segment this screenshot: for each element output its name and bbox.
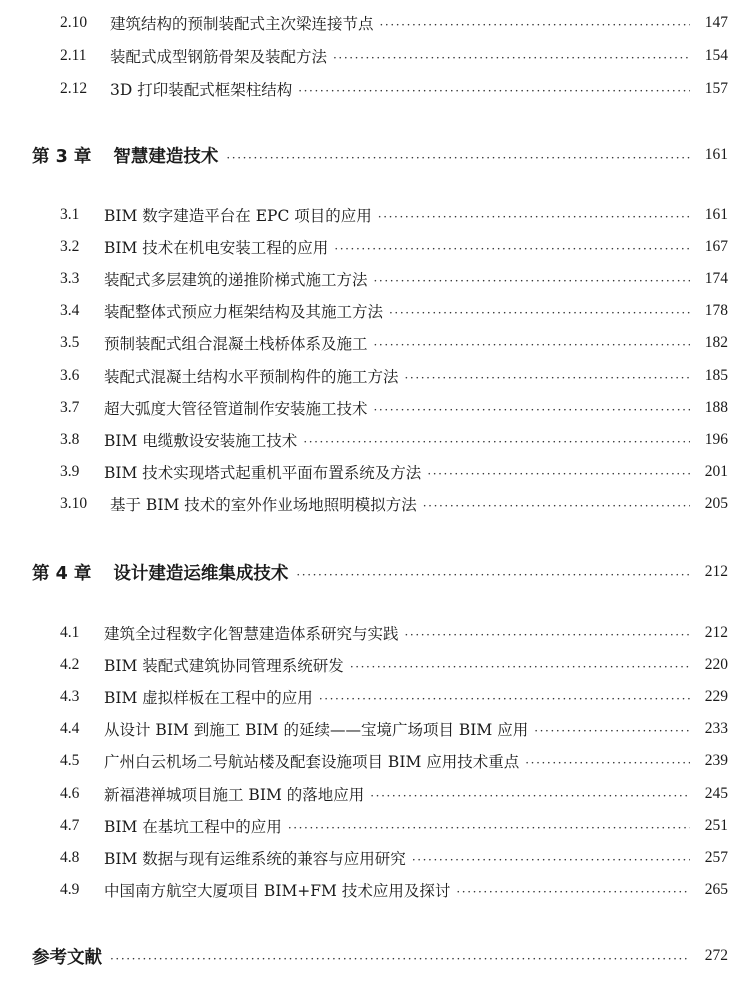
dot-leader [534, 724, 690, 738]
dot-leader [226, 151, 690, 165]
entry-number: 4.1 [60, 624, 80, 641]
chapter-title: 智慧建造技术 [113, 146, 219, 167]
dot-leader [298, 84, 690, 98]
toc-entry[interactable] [0, 426, 750, 454]
entry-page: 265 [704, 881, 728, 898]
entry-title: 新福港禅城项目施工 BIM 的落地应用 [104, 786, 365, 804]
dot-leader [389, 306, 690, 320]
entry-title: BIM 虚拟样板在工程中的应用 [104, 689, 313, 707]
entry-title: 基于 BIM 技术的室外作业场地照明模拟方法 [110, 496, 417, 514]
entry-number: 3.10 [60, 495, 88, 512]
dot-leader [296, 568, 690, 582]
toc-entry[interactable] [0, 265, 750, 293]
entry-page: 205 [704, 495, 728, 512]
toc-entry[interactable] [0, 201, 750, 229]
dot-leader [370, 789, 690, 803]
references-page: 272 [704, 947, 728, 964]
entry-number: 3.4 [60, 302, 80, 319]
entry-number: 4.3 [60, 688, 80, 705]
dot-leader [405, 628, 690, 642]
chapter-label: 第 3 章 [32, 146, 92, 167]
toc-entry[interactable] [0, 394, 750, 422]
toc-entry[interactable] [0, 9, 750, 37]
entry-page: 220 [704, 656, 728, 673]
dot-leader [319, 692, 690, 706]
dot-leader [525, 756, 690, 770]
entry-page: 239 [704, 752, 728, 769]
entry-page: 251 [704, 817, 728, 834]
entry-title: BIM 技术实现塔式起重机平面布置系统及方法 [104, 464, 422, 482]
dot-leader [423, 499, 690, 513]
chapter-page: 212 [704, 563, 728, 580]
dot-leader [427, 467, 690, 481]
toc-entry[interactable] [0, 362, 750, 390]
entry-title: 从设计 BIM 到施工 BIM 的延续——宝境广场项目 BIM 应用 [104, 721, 529, 739]
dot-leader [405, 371, 690, 385]
entry-page: 178 [704, 302, 728, 319]
entry-number: 4.5 [60, 752, 80, 769]
toc-entry[interactable] [0, 747, 750, 775]
entry-page: 185 [704, 367, 728, 384]
entry-page: 182 [704, 334, 728, 351]
entry-page: 229 [704, 688, 728, 705]
entry-number: 3.9 [60, 463, 80, 480]
entry-title: 中国南方航空大厦项目 BIM+FM 技术应用及探讨 [104, 882, 451, 900]
entry-number: 2.10 [60, 14, 88, 31]
references-title: 参考文献 [32, 947, 102, 968]
entry-title: 装配式混凝土结构水平预制构件的施工方法 [104, 368, 399, 386]
entry-page: 174 [704, 270, 728, 287]
entry-page: 188 [704, 399, 728, 416]
toc-entry[interactable] [0, 75, 750, 103]
entry-page: 257 [704, 849, 728, 866]
dot-leader [378, 210, 690, 224]
toc-entry[interactable] [0, 458, 750, 486]
entry-title: 超大弧度大管径管道制作安装施工技术 [104, 400, 368, 418]
entry-page: 154 [704, 47, 728, 64]
dot-leader [303, 435, 690, 449]
toc-entry[interactable] [0, 490, 750, 518]
entry-title: BIM 数据与现有运维系统的兼容与应用研究 [104, 850, 406, 868]
entry-page: 157 [704, 80, 728, 97]
dot-leader [350, 660, 690, 674]
entry-page: 245 [704, 785, 728, 802]
entry-title: BIM 在基坑工程中的应用 [104, 818, 282, 836]
entry-page: 212 [704, 624, 728, 641]
chapter-page: 161 [704, 146, 728, 163]
entry-number: 2.12 [60, 80, 88, 97]
entry-title: BIM 装配式建筑协同管理系统研发 [104, 657, 344, 675]
entry-page: 196 [704, 431, 728, 448]
entry-page: 167 [704, 238, 728, 255]
entry-number: 4.8 [60, 849, 80, 866]
toc-entry[interactable] [0, 683, 750, 711]
dot-leader [456, 885, 690, 899]
dot-leader [334, 242, 690, 256]
entry-number: 3.1 [60, 206, 80, 223]
toc-entry[interactable] [0, 876, 750, 904]
toc-entry[interactable] [0, 715, 750, 743]
dot-leader [374, 274, 690, 288]
toc-entry[interactable] [0, 329, 750, 357]
entry-title: BIM 数字建造平台在 EPC 项目的应用 [104, 207, 372, 225]
entry-number: 2.11 [60, 47, 87, 64]
entry-number: 3.2 [60, 238, 80, 255]
entry-number: 4.4 [60, 720, 80, 737]
references-heading[interactable] [0, 940, 750, 972]
chapter-title: 设计建造运维集成技术 [113, 563, 289, 584]
entry-title: 广州白云机场二号航站楼及配套设施项目 BIM 应用技术重点 [104, 753, 520, 771]
entry-page: 161 [704, 206, 728, 223]
toc-entry[interactable] [0, 780, 750, 808]
entry-number: 3.6 [60, 367, 80, 384]
entry-number: 4.9 [60, 881, 80, 898]
dot-leader [288, 821, 690, 835]
toc-entry[interactable] [0, 812, 750, 840]
entry-number: 4.6 [60, 785, 80, 802]
entry-title: 3D 打印装配式框架柱结构 [110, 81, 293, 99]
toc-entry[interactable] [0, 619, 750, 647]
entry-page: 147 [704, 14, 728, 31]
toc-entry[interactable] [0, 233, 750, 261]
dot-leader [374, 403, 690, 417]
entry-title: 建筑全过程数字化智慧建造体系研究与实践 [104, 625, 399, 643]
entry-title: BIM 技术在机电安装工程的应用 [104, 239, 329, 257]
entry-number: 3.8 [60, 431, 80, 448]
entry-title: 装配式成型钢筋骨架及装配方法 [110, 48, 328, 66]
entry-page: 201 [704, 463, 728, 480]
entry-number: 4.7 [60, 817, 80, 834]
dot-leader [412, 853, 690, 867]
dot-leader [110, 952, 690, 966]
entry-title: 预制装配式组合混凝土栈桥体系及施工 [104, 335, 368, 353]
toc-entry[interactable] [0, 42, 750, 70]
entry-number: 3.7 [60, 399, 80, 416]
dot-leader [374, 338, 690, 352]
entry-title: 建筑结构的预制装配式主次梁连接节点 [110, 15, 374, 33]
entry-title: BIM 电缆敷设安装施工技术 [104, 432, 298, 450]
entry-title: 装配式多层建筑的递推阶梯式施工方法 [104, 271, 368, 289]
toc-entry[interactable] [0, 844, 750, 872]
dot-leader [380, 18, 690, 32]
entry-number: 3.3 [60, 270, 80, 287]
entry-number: 4.2 [60, 656, 80, 673]
toc-entry[interactable] [0, 297, 750, 325]
chapter-label: 第 4 章 [32, 563, 92, 584]
entry-number: 3.5 [60, 334, 80, 351]
chapter-heading-3[interactable] [0, 139, 750, 171]
entry-title: 装配整体式预应力框架结构及其施工方法 [104, 303, 384, 321]
toc-entry[interactable] [0, 651, 750, 679]
dot-leader [333, 51, 690, 65]
entry-page: 233 [704, 720, 728, 737]
chapter-heading-4[interactable] [0, 556, 750, 588]
